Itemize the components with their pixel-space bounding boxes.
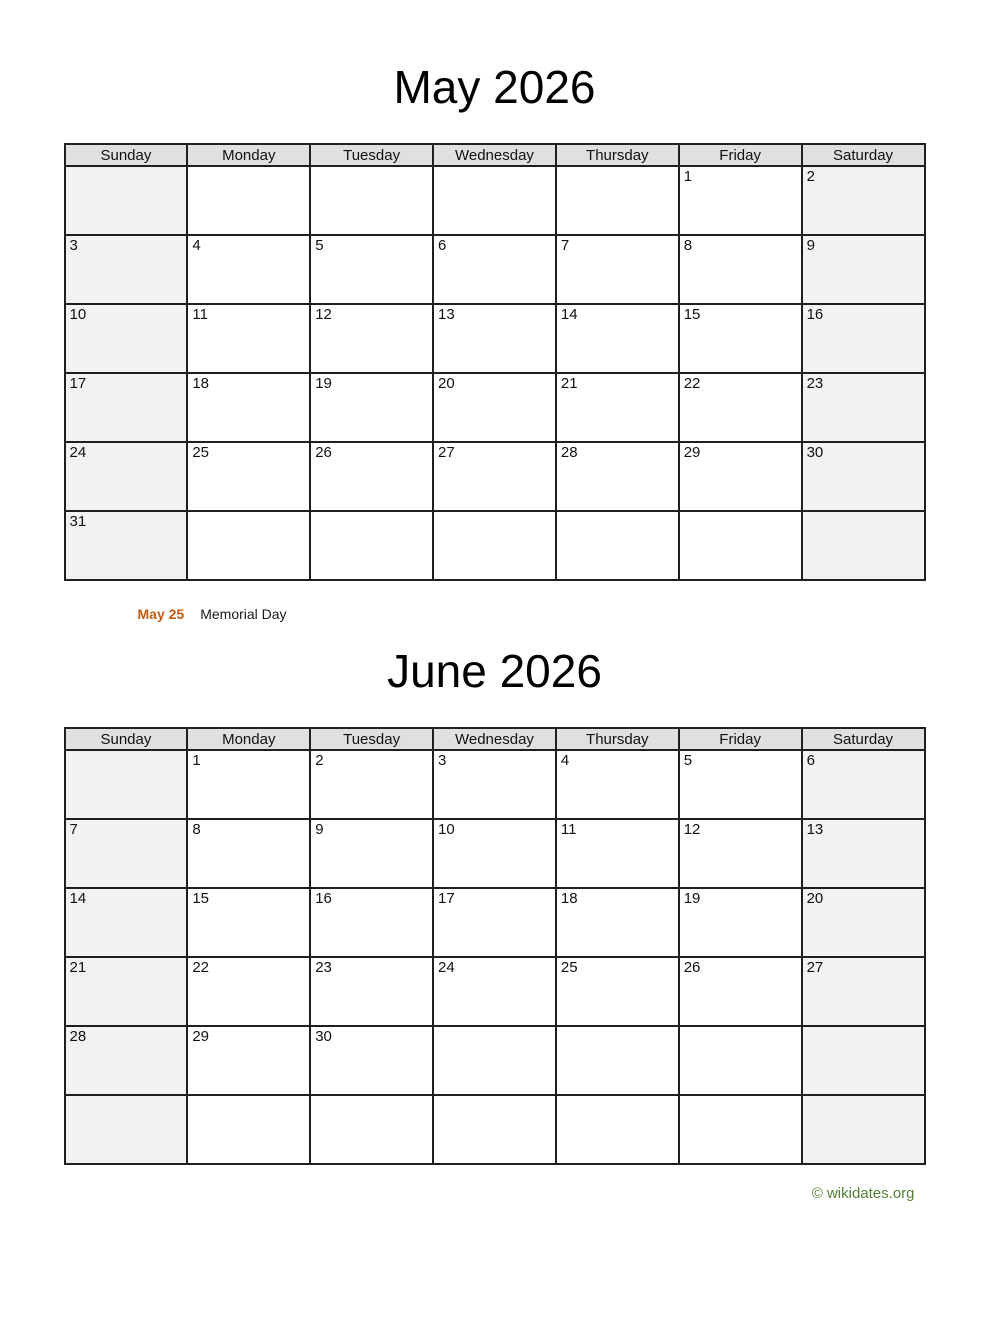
holiday-date: May 25 (137, 606, 185, 622)
calendar-week-row (65, 235, 925, 304)
calendar-day-cell: 5 (679, 750, 802, 819)
calendar-day-cell: 7 (556, 235, 679, 304)
calendar-day-cell: 26 (310, 442, 433, 511)
calendar-day-cell: 31 (65, 511, 188, 580)
calendar-page (64, 61, 926, 1202)
may-calendar-table (64, 143, 926, 581)
calendar-empty-cell (310, 166, 433, 235)
calendar-day-cell: 4 (187, 235, 310, 304)
calendar-empty-cell (433, 1026, 556, 1095)
june-month-title: June 2026 (387, 645, 602, 697)
calendar-day-cell: 7 (65, 819, 188, 888)
calendar-day-cell: 28 (65, 1026, 188, 1095)
calendar-day-cell: 26 (679, 957, 802, 1026)
calendar-empty-cell (65, 1095, 188, 1164)
calendar-empty-cell (802, 1026, 925, 1095)
copyright-link[interactable]: © wikidates.org (811, 1185, 915, 1202)
holiday-note (64, 604, 926, 624)
holiday-name: Memorial Day (200, 606, 287, 622)
calendar-day-cell: 19 (679, 888, 802, 957)
calendar-day-cell: 9 (802, 235, 925, 304)
calendar-day-cell: 3 (65, 235, 188, 304)
calendar-day-cell: 18 (187, 373, 310, 442)
weekday-header-friday: Friday (679, 728, 802, 750)
weekday-header-monday: Monday (187, 144, 310, 166)
calendar-day-cell: 12 (679, 819, 802, 888)
calendar-day-cell: 25 (187, 442, 310, 511)
calendar-day-cell: 27 (433, 442, 556, 511)
calendar-day-cell: 8 (187, 819, 310, 888)
calendar-day-cell: 18 (556, 888, 679, 957)
weekday-header-sunday: Sunday (65, 728, 188, 750)
calendar-day-cell: 29 (187, 1026, 310, 1095)
calendar-day-cell: 22 (679, 373, 802, 442)
calendar-day-cell: 20 (802, 888, 925, 957)
weekday-header-tuesday: Tuesday (310, 144, 433, 166)
calendar-day-cell: 3 (433, 750, 556, 819)
calendar-day-cell: 10 (433, 819, 556, 888)
calendar-day-cell: 9 (310, 819, 433, 888)
calendar-day-cell: 20 (433, 373, 556, 442)
weekday-header-thursday: Thursday (556, 144, 679, 166)
calendar-empty-cell (187, 166, 310, 235)
calendar-empty-cell (433, 1095, 556, 1164)
weekday-header-tuesday: Tuesday (310, 728, 433, 750)
may-month-title: May 2026 (393, 61, 596, 113)
calendar-day-cell: 23 (310, 957, 433, 1026)
weekday-header-sunday: Sunday (65, 144, 188, 166)
calendar-day-cell: 10 (65, 304, 188, 373)
calendar-day-cell: 24 (65, 442, 188, 511)
calendar-day-cell: 17 (433, 888, 556, 957)
calendar-day-cell: 6 (433, 235, 556, 304)
calendar-day-cell: 16 (310, 888, 433, 957)
calendar-empty-cell (556, 166, 679, 235)
calendar-week-row (65, 888, 925, 957)
calendar-week-row (65, 1026, 925, 1095)
calendar-day-cell: 13 (802, 819, 925, 888)
weekday-header-saturday: Saturday (802, 144, 925, 166)
calendar-day-cell: 8 (679, 235, 802, 304)
calendar-week-row (65, 442, 925, 511)
calendar-day-cell: 24 (433, 957, 556, 1026)
calendar-day-cell: 11 (187, 304, 310, 373)
calendar-empty-cell (65, 166, 188, 235)
calendar-day-cell: 14 (65, 888, 188, 957)
calendar-week-row (65, 750, 925, 819)
calendar-day-cell: 25 (556, 957, 679, 1026)
calendar-day-cell: 16 (802, 304, 925, 373)
weekday-header-monday: Monday (187, 728, 310, 750)
calendar-day-cell: 17 (65, 373, 188, 442)
calendar-day-cell: 11 (556, 819, 679, 888)
calendar-day-cell: 21 (65, 957, 188, 1026)
calendar-empty-cell (802, 1095, 925, 1164)
calendar-empty-cell (802, 511, 925, 580)
calendar-empty-cell (310, 1095, 433, 1164)
page-footer (64, 1185, 926, 1202)
calendar-day-cell: 21 (556, 373, 679, 442)
calendar-empty-cell (310, 511, 433, 580)
weekday-header-thursday: Thursday (556, 728, 679, 750)
calendar-empty-cell (433, 511, 556, 580)
calendar-day-cell: 19 (310, 373, 433, 442)
calendar-day-cell: 30 (310, 1026, 433, 1095)
weekday-header-wednesday: Wednesday (433, 144, 556, 166)
calendar-empty-cell (556, 1095, 679, 1164)
calendar-empty-cell (556, 511, 679, 580)
calendar-day-cell: 1 (679, 166, 802, 235)
calendar-day-cell: 29 (679, 442, 802, 511)
calendar-day-cell: 15 (679, 304, 802, 373)
weekday-header-row (65, 728, 925, 750)
calendar-empty-cell (679, 1026, 802, 1095)
calendar-day-cell: 13 (433, 304, 556, 373)
calendar-day-cell: 22 (187, 957, 310, 1026)
calendar-empty-cell (679, 511, 802, 580)
calendar-day-cell: 4 (556, 750, 679, 819)
calendar-empty-cell (187, 511, 310, 580)
calendar-week-row (65, 957, 925, 1026)
calendar-week-row (65, 1095, 925, 1164)
calendar-week-row (65, 819, 925, 888)
calendar-day-cell: 27 (802, 957, 925, 1026)
calendar-day-cell: 6 (802, 750, 925, 819)
calendar-day-cell: 12 (310, 304, 433, 373)
calendar-week-row (65, 304, 925, 373)
weekday-header-saturday: Saturday (802, 728, 925, 750)
weekday-header-wednesday: Wednesday (433, 728, 556, 750)
calendar-day-cell: 23 (802, 373, 925, 442)
calendar-day-cell: 1 (187, 750, 310, 819)
calendar-day-cell: 5 (310, 235, 433, 304)
calendar-week-row (65, 511, 925, 580)
calendar-empty-cell (65, 750, 188, 819)
calendar-day-cell: 15 (187, 888, 310, 957)
june-calendar-table (64, 727, 926, 1165)
calendar-day-cell: 2 (310, 750, 433, 819)
calendar-day-cell: 2 (802, 166, 925, 235)
weekday-header-row (65, 144, 925, 166)
calendar-week-row (65, 166, 925, 235)
weekday-header-friday: Friday (679, 144, 802, 166)
calendar-empty-cell (679, 1095, 802, 1164)
calendar-empty-cell (433, 166, 556, 235)
calendar-empty-cell (187, 1095, 310, 1164)
calendar-week-row (65, 373, 925, 442)
calendar-empty-cell (556, 1026, 679, 1095)
calendar-day-cell: 30 (802, 442, 925, 511)
calendar-day-cell: 14 (556, 304, 679, 373)
calendar-day-cell: 28 (556, 442, 679, 511)
